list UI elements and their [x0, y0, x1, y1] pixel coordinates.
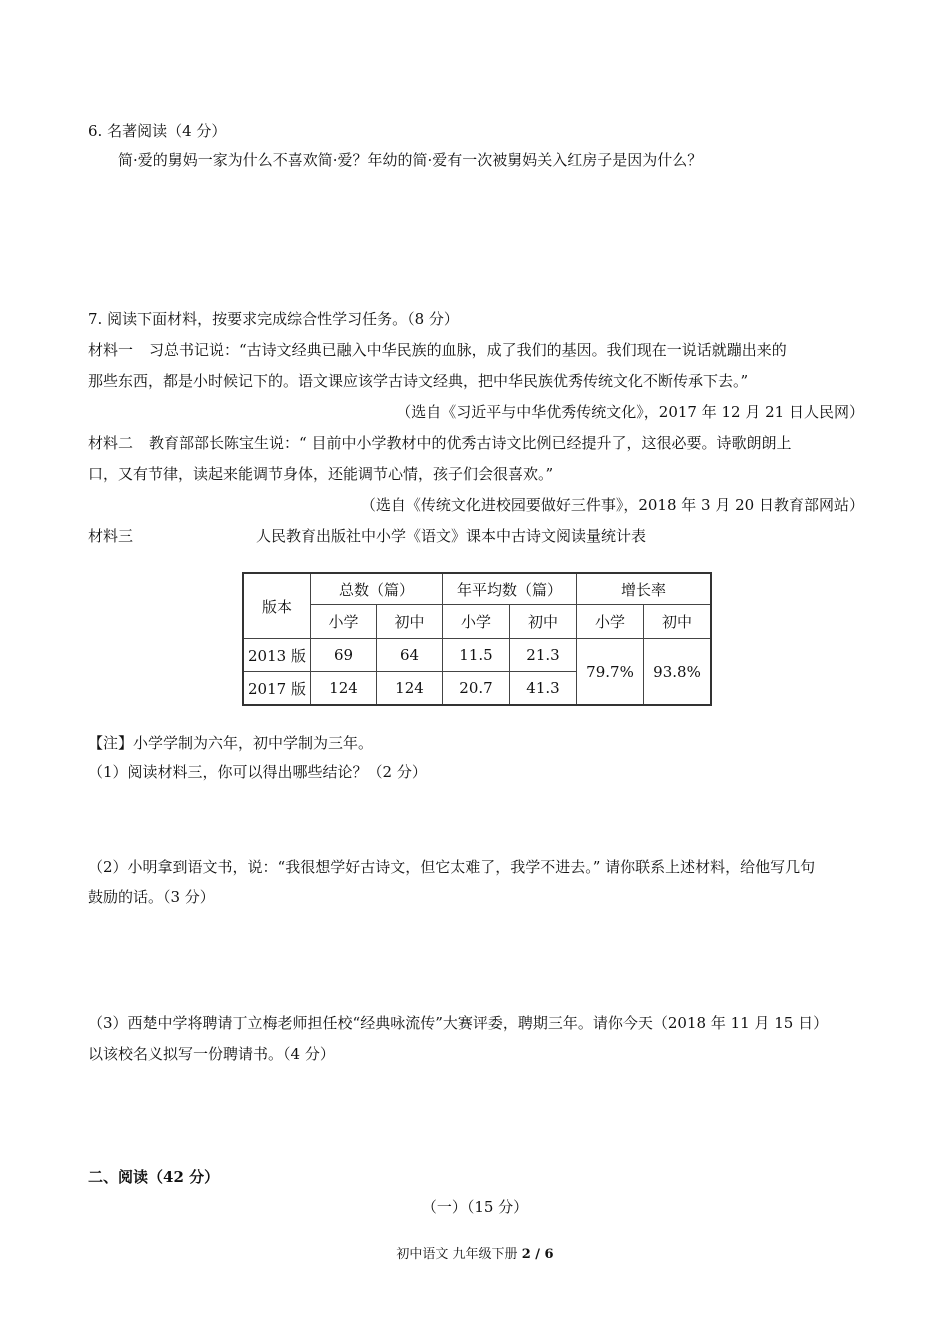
table-note: 【注】小学学制为六年，初中学制为三年。 — [88, 734, 374, 752]
page-footer — [0, 1245, 950, 1265]
sub-growth-junior: 初中 — [644, 605, 712, 639]
sub-growth-primary: 小学 — [577, 605, 644, 639]
reading-stats-table — [242, 572, 712, 706]
table-title: 人民教育出版社中小学《语文》课本中古诗文阅读量统计表 — [256, 527, 647, 545]
header-total: 总数（篇） — [311, 573, 443, 605]
material2-source: （选自《传统文化进校园要做好三件事》，2018 年 3 月 20 日教育部网站） — [360, 496, 864, 514]
page-number: 2 / 6 — [521, 1247, 554, 1262]
table-row — [243, 639, 711, 672]
cell-avg-primary: 11.5 — [443, 639, 510, 672]
material1-text2: 那些东西，都是小时候记下的。语文课应该学古诗文经典，把中华民族优秀传统文化不断传承下去。” — [88, 372, 749, 390]
q7-sub3-line1: （3）西楚中学将聘请丁立梅老师担任校“经典咏流传”大赛评委，聘期三年。请你今天（2018 年 11 月 15 日） — [88, 1014, 829, 1032]
section2-title: 二、阅读（42 分） — [88, 1168, 220, 1186]
sub-avg-junior: 初中 — [510, 605, 577, 639]
material2-text1: 教育部部长陈宝生说：“ 目前中小学教材中的优秀古诗文比例已经提升了，这很必要。诗歌朗朗上 — [149, 434, 792, 452]
material1-line1 — [88, 340, 787, 360]
material2-text2: 口，又有节律，读起来能调节身体，还能调节心情，孩子们会很喜欢。” — [88, 465, 554, 483]
q7-sub3-line2: 以该校名义拟写一份聘请书。（4 分） — [88, 1045, 335, 1063]
cell-total-junior: 124 — [377, 672, 443, 706]
row-edition: 2017 版 — [243, 672, 311, 706]
material3-label: 材料三 — [88, 527, 134, 545]
material2-label: 材料二 — [88, 434, 134, 452]
sub-total-primary: 小学 — [311, 605, 377, 639]
cell-avg-junior: 41.3 — [510, 672, 577, 706]
cell-avg-primary: 20.7 — [443, 672, 510, 706]
sub-avg-primary: 小学 — [443, 605, 510, 639]
section2-part1: （一）（15 分） — [421, 1198, 529, 1216]
material2-line1 — [88, 433, 791, 453]
material1-source: （选自《习近平与中华优秀传统文化》，2017 年 12 月 21 日人民网） — [396, 403, 864, 421]
cell-total-junior: 64 — [377, 639, 443, 672]
q7-sub2-line2: 鼓励的话。（3 分） — [88, 888, 215, 906]
cell-growth-junior: 93.8% — [644, 639, 712, 706]
q7-title: 7. 阅读下面材料，按要求完成综合性学习任务。（8 分） — [88, 310, 459, 328]
material1-text1: 习总书记说：“古诗文经典已融入中华民族的血脉，成了我们的基因。我们现在一说话就蹦出来的 — [149, 341, 787, 359]
sub-total-junior: 初中 — [377, 605, 443, 639]
cell-growth-primary: 79.7% — [577, 639, 644, 706]
header-edition: 版本 — [243, 573, 311, 639]
header-avg: 年平均数（篇） — [443, 573, 577, 605]
header-growth: 增长率 — [577, 573, 712, 605]
material1-label: 材料一 — [88, 341, 134, 359]
footer-text: 初中语文 九年级下册 — [396, 1247, 522, 1262]
q7-sub2-line1: （2）小明拿到语文书，说：“我很想学好古诗文，但它太难了，我学不进去。” 请你联系上述材料，给他写几句 — [88, 858, 816, 876]
row-edition: 2013 版 — [243, 639, 311, 672]
q7-sub1: （1）阅读材料三，你可以得出哪些结论？（2 分） — [88, 763, 427, 781]
cell-avg-junior: 21.3 — [510, 639, 577, 672]
cell-total-primary: 69 — [311, 639, 377, 672]
q6-title: 6. 名著阅读（4 分） — [88, 122, 227, 140]
cell-total-primary: 124 — [311, 672, 377, 706]
q6-question: 简·爱的舅妈一家为什么不喜欢简·爱？年幼的简·爱有一次被舅妈关入红房子是因为什么？ — [118, 151, 703, 169]
